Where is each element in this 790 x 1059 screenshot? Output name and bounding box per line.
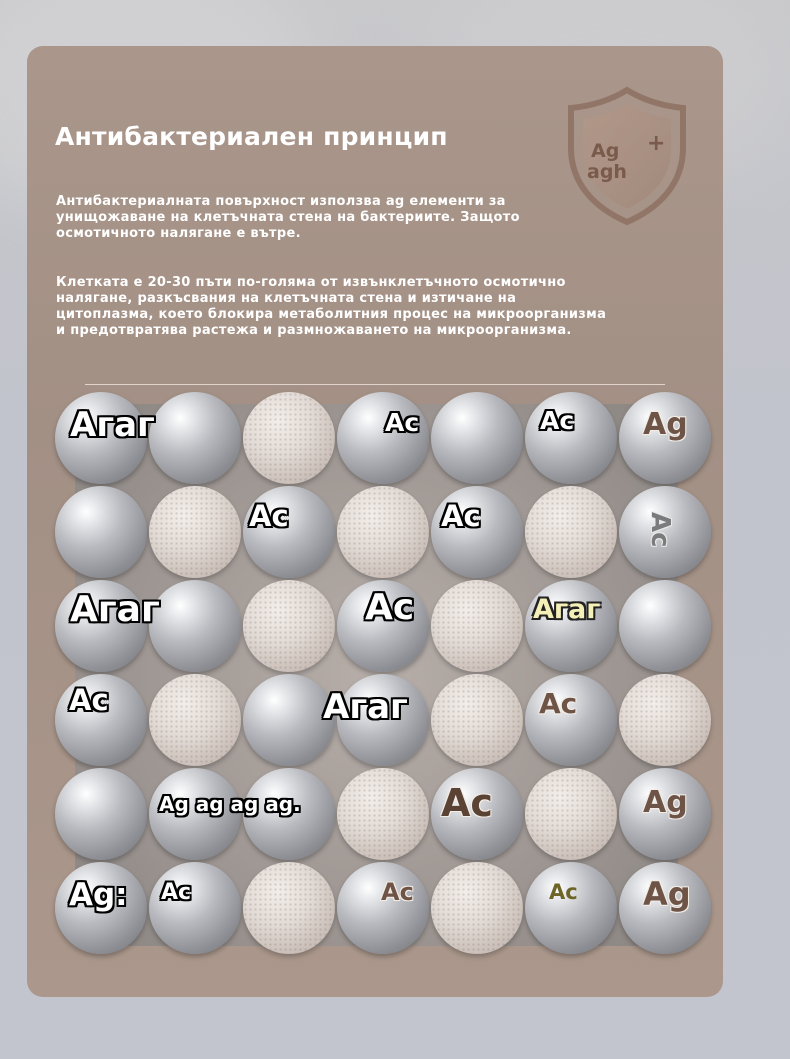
- photo-label: Ас: [539, 687, 578, 720]
- photo-label: Ас: [540, 406, 575, 435]
- silver-ball: [431, 392, 523, 484]
- photo-label: Ас: [365, 587, 415, 628]
- silver-ball: [55, 486, 147, 578]
- photo-label: Ас: [441, 499, 481, 533]
- photo-label: Ас: [441, 781, 493, 825]
- shield-text-line2: agh: [587, 161, 627, 183]
- page-title: Антибактериален принцип: [55, 122, 448, 151]
- photo-label: Ag: [643, 785, 688, 820]
- photo-label: Ас: [385, 408, 420, 437]
- photo-label: Ag: [643, 875, 691, 913]
- photo-label: Ас: [549, 880, 578, 904]
- description-paragraph-2: Клетката е 20-30 пъти по-голяма от извънклетъчното осмотично налягане, разкъсвания на клетъчната стена и изтичане на цитоплазма, което блокира метаболитния процес на микроорганизма и предотвратява растежа и размножаването на микроорганизма.: [56, 275, 607, 338]
- shield-text-line1: Ag: [591, 140, 620, 162]
- photo-label: Агаг: [70, 405, 155, 445]
- photo-label: Ag:: [69, 877, 128, 913]
- photo-label: Ас: [381, 878, 414, 906]
- foam-ball: [243, 862, 335, 954]
- foam-ball: [243, 392, 335, 484]
- silver-ball: [149, 862, 241, 954]
- silver-ball: [149, 392, 241, 484]
- divider: [85, 384, 665, 385]
- foam-ball: [149, 486, 241, 578]
- foam-ball: [337, 768, 429, 860]
- silver-ball: [55, 768, 147, 860]
- photo-label: Ac: [645, 512, 675, 548]
- foam-ball: [149, 674, 241, 766]
- foam-ball: [431, 862, 523, 954]
- silver-balls-photo: [69, 404, 691, 946]
- description-paragraph-1: Антибактериалната повърхност използва ag елементи за унищожаване на клетъчната стена на бактериите. Защото осмотичното налягане е вътре.: [56, 194, 520, 241]
- photo-label: Ас: [69, 683, 109, 717]
- silver-ball: [149, 580, 241, 672]
- photo-label: Агаг: [533, 594, 601, 625]
- photo-label: Ас: [249, 499, 289, 533]
- photo-label: Агаг: [323, 687, 408, 727]
- silver-ball: [337, 392, 429, 484]
- foam-ball: [337, 486, 429, 578]
- foam-ball: [525, 768, 617, 860]
- silver-ball: [525, 862, 617, 954]
- photo-label: Ag: [643, 407, 688, 442]
- photo-label: Ас: [161, 880, 192, 905]
- foam-ball: [243, 580, 335, 672]
- foam-ball: [619, 674, 711, 766]
- info-card: [27, 46, 723, 997]
- photo-label: Агаг: [70, 589, 160, 630]
- foam-ball: [431, 674, 523, 766]
- foam-ball: [431, 580, 523, 672]
- shield-plus-mark: +: [647, 131, 666, 156]
- foam-ball: [525, 486, 617, 578]
- photo-label: Ag ag ag ag.: [159, 792, 301, 816]
- silver-ball: [337, 862, 429, 954]
- silver-ball: [243, 674, 335, 766]
- silver-ball: [619, 580, 711, 672]
